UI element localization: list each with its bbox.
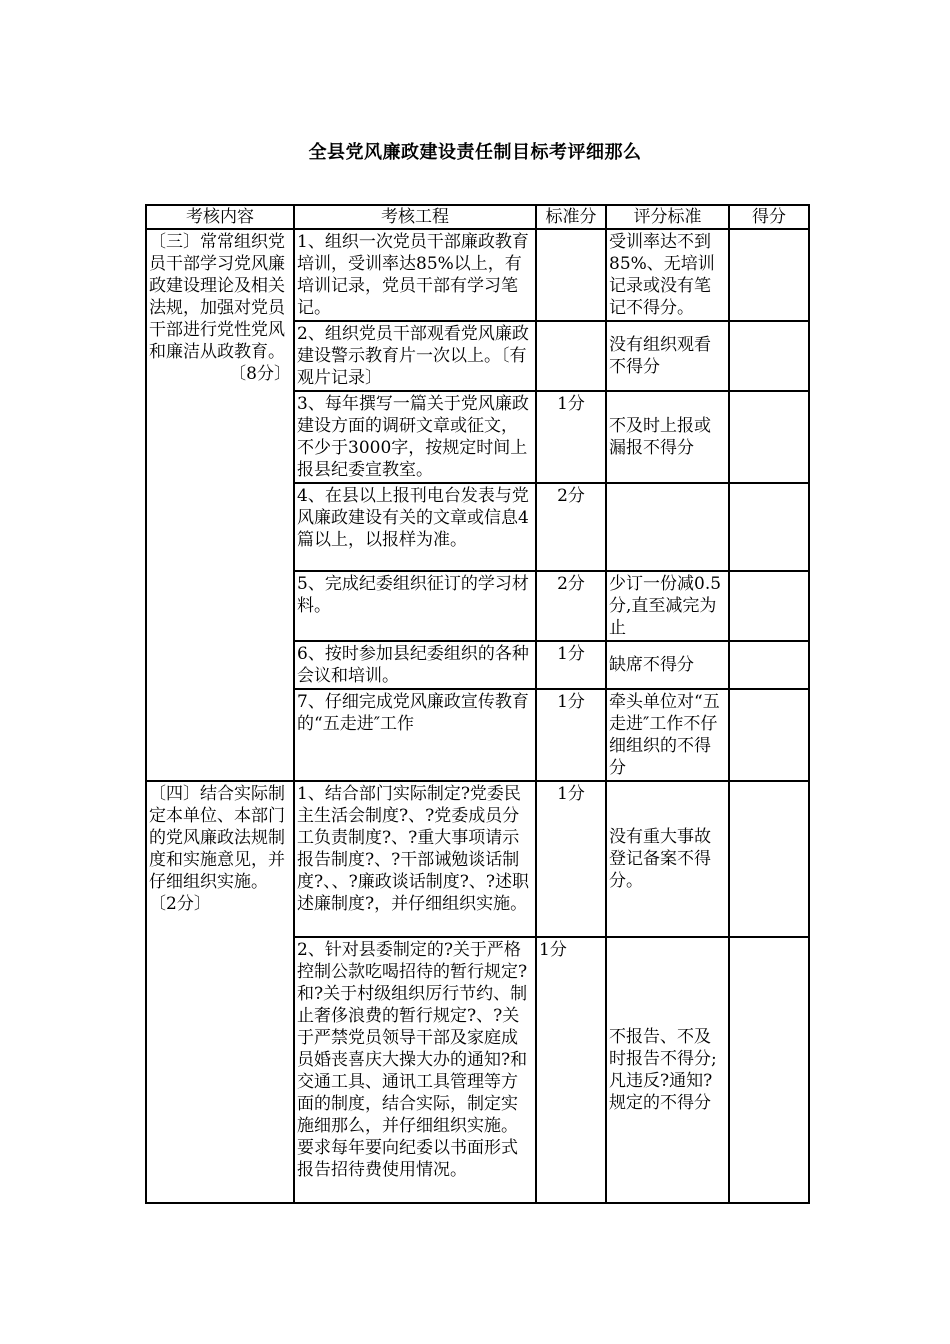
category-cell [146, 229, 294, 781]
standard-score-cell: 1分 [536, 937, 606, 1203]
score-cell [729, 483, 809, 571]
standard-score-cell [536, 229, 606, 321]
standard-score-cell: 2分 [536, 571, 606, 641]
header-standard-score: 标准分 [536, 205, 606, 229]
standard-score-cell: 1分 [536, 781, 606, 937]
item-cell: 1、组织一次党员干部廉政教育培训，受训率达85%以上，有培训记录，党员干部有学习笔记。 [294, 229, 536, 321]
category-score: 〔8分〕 [229, 364, 291, 384]
category-text: 〔三〕常常组织党员干部学习党风廉政建设理论及相关法规，加强对党员干部进行党性党风和廉洁从政教育。 [149, 232, 285, 362]
assessment-table [145, 204, 810, 1204]
category-cell [146, 781, 294, 1203]
criteria-cell: 不及时上报或漏报不得分 [606, 391, 729, 483]
table-row [146, 781, 809, 937]
standard-score-cell [536, 321, 606, 391]
category-score: 〔2分〕 [149, 894, 211, 914]
standard-score-cell: 1分 [536, 391, 606, 483]
score-cell [729, 937, 809, 1203]
item-cell: 6、按时参加县纪委组织的各种会议和培训。 [294, 641, 536, 689]
item-cell: 5、完成纪委组织征订的学习材料。 [294, 571, 536, 641]
criteria-cell: 牵头单位对“五走进″工作不仔细组织的不得分 [606, 689, 729, 781]
criteria-cell: 没有组织观看不得分 [606, 321, 729, 391]
header-item: 考核工程 [294, 205, 536, 229]
standard-score-cell: 1分 [536, 689, 606, 781]
score-cell [729, 781, 809, 937]
standard-score-cell: 1分 [536, 641, 606, 689]
score-cell [729, 641, 809, 689]
table-row [146, 229, 809, 321]
header-score: 得分 [729, 205, 809, 229]
header-criteria: 评分标准 [606, 205, 729, 229]
item-cell: 7、仔细完成党风廉政宣传教育的“五走进″工作 [294, 689, 536, 781]
item-cell: 2、针对县委制定的?关于严格控制公款吃喝招待的暂行规定?和?关于村级组织厉行节约、制止奢侈浪费的暂行规定?、?关于严禁党员领导干部及家庭成员婚丧喜庆大操大办的通知?和交通工具、通讯工具管理等方面的制度，结合实际，制定实施细那么，并仔细组织实施。要求每年要向纪委以书面形式报告招待费使用情况。 [294, 937, 536, 1203]
criteria-cell: 少订一份减0.5分,直至减完为止 [606, 571, 729, 641]
header-content: 考核内容 [146, 205, 294, 229]
item-cell: 3、每年撰写一篇关于党风廉政建设方面的调研文章或征文，不少于3000字，按规定时间上报县纪委宣教室。 [294, 391, 536, 483]
document-title: 全县党风廉政建设责任制目标考评细那么 [308, 142, 642, 163]
criteria-cell [606, 483, 729, 571]
header-row [146, 205, 809, 229]
score-cell [729, 391, 809, 483]
criteria-cell: 不报告、不及时报告不得分;凡违反?通知?规定的不得分 [606, 937, 729, 1203]
standard-score-cell: 2分 [536, 483, 606, 571]
item-cell: 4、在县以上报刊电台发表与党风廉政建设有关的文章或信息4篇以上，以报样为准。 [294, 483, 536, 571]
score-cell [729, 229, 809, 321]
criteria-cell: 没有重大事故登记备案不得分。 [606, 781, 729, 937]
score-cell [729, 571, 809, 641]
item-cell: 1、结合部门实际制定?党委民主生活会制度?、?党委成员分工负责制度?、?重大事项请示报告制度?、?干部诫勉谈话制度?、、?廉政谈话制度?、?述职述廉制度?，并仔细组织实施。 [294, 781, 536, 937]
item-cell: 2、组织党员干部观看党风廉政建设警示教育片一次以上。〔有观片记录〕 [294, 321, 536, 391]
score-cell [729, 321, 809, 391]
score-cell [729, 689, 809, 781]
criteria-cell: 缺席不得分 [606, 641, 729, 689]
criteria-cell: 受训率达不到85%、无培训记录或没有笔记不得分。 [606, 229, 729, 321]
category-text: 〔四〕结合实际制定本单位、本部门的党风廉政法规制度和实施意见，并仔细组织实施。 [149, 784, 285, 892]
